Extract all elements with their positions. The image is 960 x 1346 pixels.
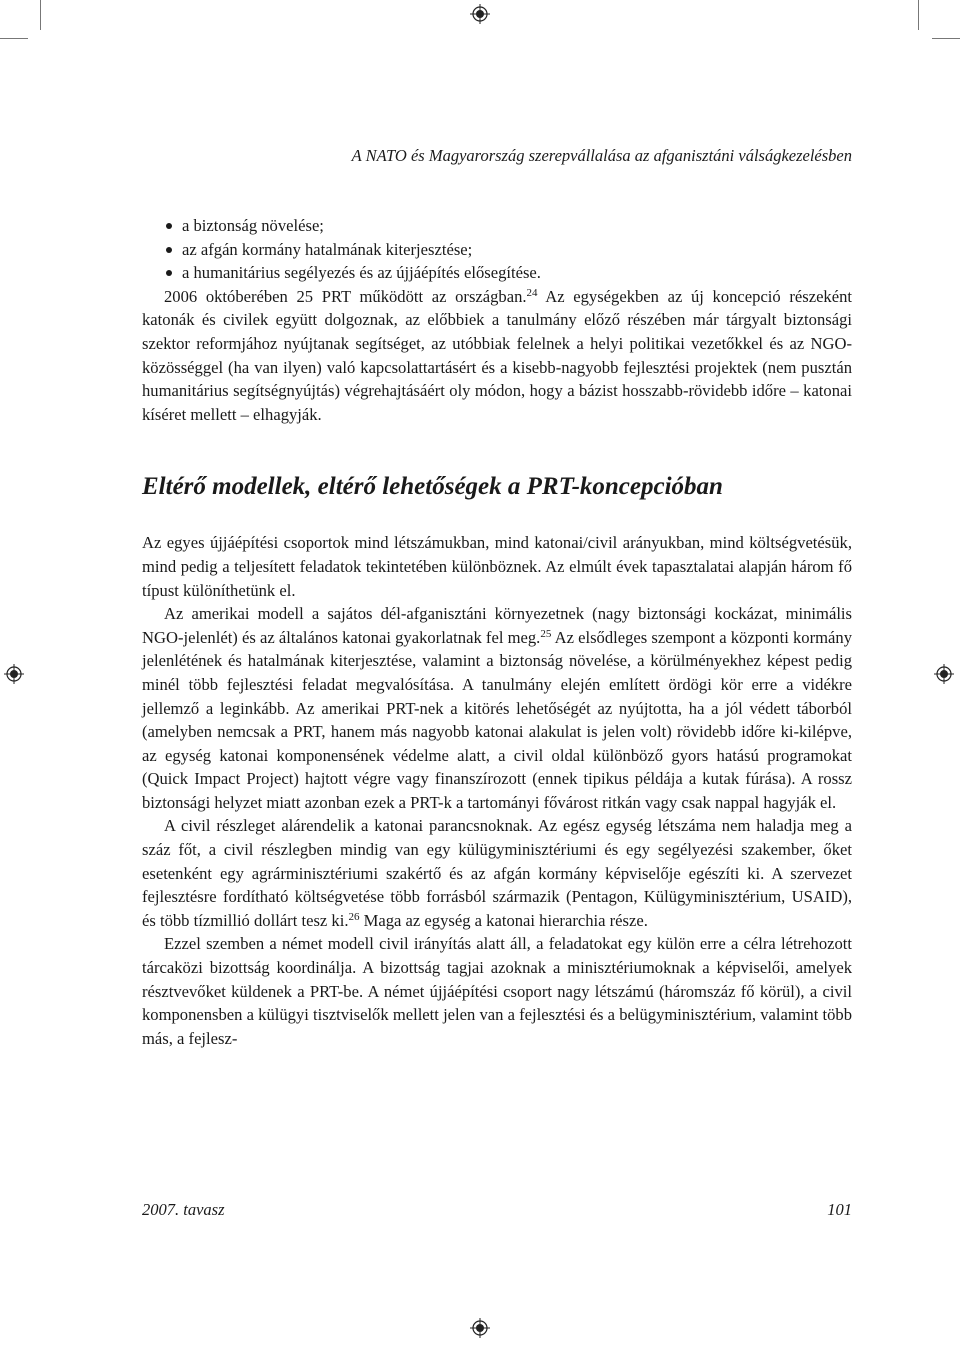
paragraph — [142, 602, 852, 814]
list-item: a biztonság növelése; — [142, 214, 852, 238]
footnote-ref[interactable]: 25 — [540, 627, 552, 640]
paragraph-text: Az elsődleges szempont a központi kormány jelenlétének és hatalmának kiterjesztése, valamint a biztonság növelése, a körülményekhez képest pedig minél több fejlesztési feladat megvalósítása. A tanulmány elején említett ördögi kör erre a vidékre jellemző a leginkább. Az amerikai PRT-nek a kitörés lehetőségét az nyújtotta, ha a jól védett táborból (amelyben nemcsak a PRT, hanem más nagyobb katonai alakulat is jelen volt) rövidebb időre ki-kilépve, az egység katonai komponensének védelme alatt, a civil oldal különböző gyors hatású programokat (Quick Impact Project) hajtott végre vagy finanszírozott (ennek tipikus példája a kutak fúrása). A rossz biztonsági helyzet miatt azonban ezek a PRT-k a tartományi fővárost ritkán vagy csak nappal hagyják el. — [142, 627, 852, 812]
running-head: A NATO és Magyarország szerepvállalása az afganisztáni válságkezelésben — [351, 146, 852, 165]
paragraph-text: Az amerikai modell a sajátos dél-afganisztáni környezetnek (nagy biztonsági kockázat, minimális NGO-jelenlét) és az általános katonai gyakorlatnak fel meg. — [142, 604, 852, 647]
registration-mark-icon — [470, 1318, 490, 1338]
paragraph-text: Az egységekben az új koncepció részeként katonák és civilek együtt dolgoznak, az előbbiek a tanulmány előző részében már tárgyalt biztonsági szektor reformjához nyújtanak segítséget, az utóbbiak felelnek a helyi politikai vezetőkkel és az NGO-közösséggel (ha van ilyen) való kapcsolattartásért és a kisebb-nagyobb fejlesztési projektek (nem pusztán humanitárius segítségnyújtás) végrehajtásáért oly módon, hogy a bázist hosszabb-rövidebb időre – katonai kíséret mellett – elhagyják. — [142, 286, 853, 424]
list-item: a humanitárius segélyezés és az újjáépítés elősegítése. — [142, 261, 852, 285]
crop-mark — [40, 0, 41, 30]
registration-mark-icon — [4, 664, 24, 684]
paragraph — [142, 285, 852, 427]
bullet-list — [142, 214, 852, 285]
page-body — [142, 214, 852, 1050]
crop-mark — [0, 38, 28, 39]
list-item: az afgán kormány hatalmának kiterjesztése; — [142, 238, 852, 262]
paragraph-text: A civil részleget alárendelik a katonai parancsnoknak. Az egész egység létszáma nem haladja meg a száz főt, a civil részlegben mindig van egy külügyminisztériumi és egy segélyezési szakember, őket esetenként egy agrárminisztériumi szakértő és az afgán kormány képviselője egészíti ki. A szervezet fejlesztésre fordítható költségvetése több forrásból származik (Pentagon, Külügyminisztérium, USAID), és több tízmillió dollárt tesz ki. — [142, 816, 852, 930]
registration-mark-icon — [470, 4, 490, 24]
footnote-ref[interactable]: 24 — [526, 286, 538, 299]
issue-date: 2007. tavasz — [142, 1200, 225, 1219]
paragraph — [142, 814, 852, 932]
registration-mark-icon — [934, 664, 954, 684]
paragraph-text: Maga az egység a katonai hierarchia része. — [359, 910, 648, 930]
footnote-ref[interactable]: 26 — [348, 910, 360, 923]
crop-mark — [932, 38, 960, 39]
crop-mark — [918, 0, 919, 30]
page-footer — [142, 1200, 852, 1220]
page-number: 101 — [827, 1200, 852, 1219]
section-title: Eltérő modellek, eltérő lehetőségek a PRT-koncepcióban — [142, 473, 723, 501]
paragraph-text: 2006 októberében 25 PRT működött az országban. — [164, 286, 527, 306]
paragraph: Ezzel szemben a német modell civil irányítás alatt áll, a feladatokat egy külön erre a célra létrehozott tárcaközi bizottság koordinálja. A bizottság tagjai azoknak a minisztériumoknak a képviselői, amelyek résztvevőket küldenek a PRT-be. A német újjáépítési csoport nagy létszámú (háromszáz fő körül), a civil komponensben a külügyi tisztviselők mellett jelen van a fejlesztési és a belügyminisztérium, valamint több más, a fejlesz- — [142, 934, 852, 1048]
paragraph: Az egyes újjáépítési csoportok mind létszámukban, mind katonai/civil arányukban, mind költségvetésük, mind pedig a teljesített feladatok tekintetében különböznek. Az elmúlt évek tapasztalatai alapján három fő típust különíthetünk el. — [142, 533, 852, 600]
